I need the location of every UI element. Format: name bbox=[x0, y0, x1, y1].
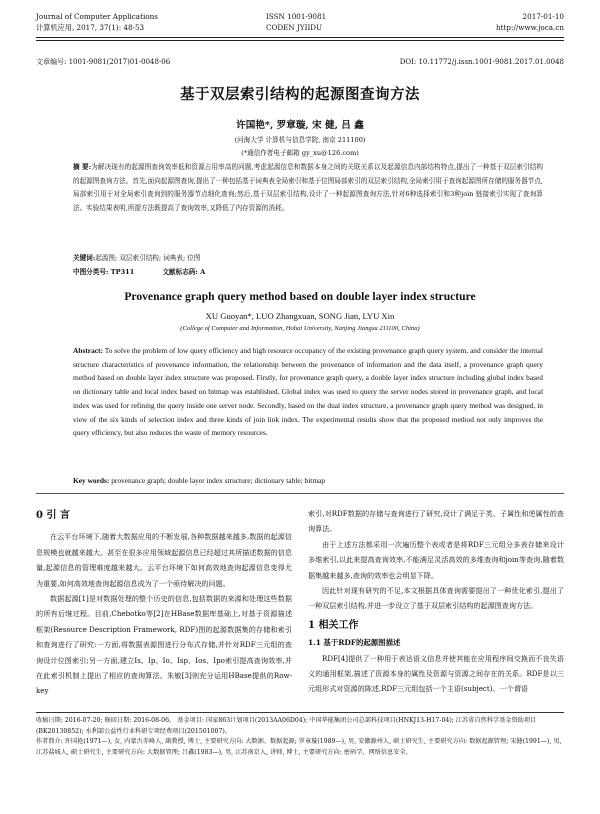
body-paragraph: RDF[4]提供了一种用于表达语义信息并使其能在应用程序间交换而不丧失语义的通用框架,描述了资源本身的属性及资源与资源之间存在的关系。RDF是以三元组形式对资源的陈述,RDF三元组包括一个主语(subject)、一个谓语 bbox=[308, 653, 564, 694]
keywords-en-text: provenance graph; double layer index structure; dictionary table; bitmap bbox=[111, 476, 326, 485]
abstract-en bbox=[73, 344, 543, 440]
classification-line bbox=[73, 266, 205, 276]
document-code: 文献标志码: A bbox=[162, 268, 206, 276]
journal-citation-cn: 计算机应用, 2017, 37(1): 48-53 bbox=[36, 23, 145, 32]
affiliation-cn: (河海大学 计算机与信息学院, 南京 211100) bbox=[234, 136, 366, 144]
body-paragraph: 索引,对RDF数据的存储与查询进行了研究,设计了满足于类、子属性和逆属性的查询算法。 bbox=[308, 509, 564, 534]
issue-date: 2017-01-10 bbox=[522, 12, 564, 21]
abstract-en-text: To solve the problem of low query efficiency and high resource occupancy of the existing provenance graph query system, and consider the internal structure characteristics of provenance information, the relationship between the provenance of information and the data itself, a provenance graph query method based on double layer index structure was proposed. Firstly, for provenance graph query, a double layer index structure including global index based on dictionary table and local index based on bitmap was established. Global index was used to query the server nodes stored in provenance graph, and local index was used for refining the query inside one server node. Secondly, based on the dual index structure, a provenance graph query method was designed, in view of the six kinds of selection index and three kinds of join link index. The experimental results show that the proposed method not only improves the query efficiency, but also reduces the waste of memory resources. bbox=[73, 346, 543, 438]
body-paragraph: 因此针对现有研究的不足,本文根据具体查询需要提出了一种优化索引,提出了一种双层索引结构,并进一步设立了基于双层索引结构的起源图查询方法。 bbox=[308, 586, 564, 611]
header-rule bbox=[36, 37, 564, 38]
footnote-rule bbox=[36, 712, 564, 713]
issn: ISSN 1001-9081 bbox=[266, 12, 327, 21]
authors-en: XU Guoyan*, LUO Zhangxuan, SONG Jian, LYU Xin bbox=[205, 311, 395, 321]
fund-info: 基金项目: 国家863计划项目(2013AA06D04); 中国华能集团公司总部科技项目(HNKJ13-H17-04); 江苏省自然科学基金资助项目(BK20130852); 水利部公益性行业科研专项经费项目(201501007)。 bbox=[36, 717, 537, 735]
subsection-1-1-title: 1.1 基于RDF的起源图描述 bbox=[308, 638, 401, 648]
body-right-column bbox=[308, 506, 564, 697]
article-number: 文章编号: 1001-9081(2017)01-0048-06 bbox=[36, 58, 171, 66]
title-cn: 基于双层索引结构的起源图查询方法 bbox=[180, 86, 420, 103]
abstract-cn-label: 摘 要: bbox=[73, 163, 92, 171]
section-1-title: 1 相关工作 bbox=[308, 619, 359, 631]
abstract-cn-text: 为解决现有的起源图查询效率低和资源占用率高的问题,考虑起源信息和数据本身之间的关联关系以及起源信息内部结构特点,提出了一种基于双层索引结构的起源图查询方法。首先,面向起源图查询,提出了一种包括基于词典表全局索引和基于位图局部索引的双层索引结构,全局索引用于查询起源图所存储的服务器节点,局部索引用于对全局索引查询到的服务器节点细化查询;然后,基于双层索引结构,设计了一种起源图查询方法,针对6种选择索引和3种join 链接索引实现了查询算法。实验结果表明,所提方法既提高了查询效率,又降低了内存资源的消耗。 bbox=[73, 163, 543, 212]
body-left-column bbox=[36, 508, 292, 699]
journal-name-en: Journal of Computer Applications bbox=[36, 12, 158, 21]
body-paragraph: 数据起源[1]是对数据处理的整个历史的信息,包括数据的来源和处理这些数据的所有后继过程。目前,Chebotko等[2]在HBase数据库基础上,对基于资源描述框架(Resource Description Framework, RDF)图的起源数据集的存储和索引和查询进行了研究:一方面,将数据表源图进行分布式存储,并针对RDF三元组的查询设计位图索引;另一方面,建立Is、Ip、Io、Isp、Ios、Ipo索引提高查询效率,并在此索引机制上提出了相应的查询算法。朱敏[3]则充分运用HBase提供的Row-key bbox=[36, 594, 292, 696]
abstract-en-label: Abstract: bbox=[73, 346, 103, 355]
authors-cn: 许国艳*, 罗章璇, 宋 健, 吕 鑫 bbox=[236, 120, 364, 131]
footnote bbox=[36, 716, 564, 758]
keywords-cn-label: 关键词: bbox=[73, 254, 96, 262]
keywords-cn-text: 起源图; 双层索引结构; 词典表; 位图 bbox=[95, 254, 201, 262]
corresponding-author-cn: (*通信作者电子邮箱 gy_xu@126.com) bbox=[241, 149, 359, 157]
abstract-cn bbox=[73, 161, 543, 215]
body-paragraph: 在云平台环境下,随着大数据应用的不断发展,各种数据越来越多,数据的起源信息规模也就越来越大。甚至在很多应用领域起源信息已经超过其所描述数据的信息量,起源信息的管理难度越来越大。云平台环境下如何高效地查询起源信息变得尤为重要,如何高效地查询起源信息成为了一个亟待解决的问题。 bbox=[36, 532, 292, 588]
coden: CODEN JYIIDU bbox=[266, 23, 323, 32]
doi: DOI: 10.11772/j.issn.1001-9081.2017.01.0048 bbox=[399, 58, 564, 66]
received-date: 收稿日期: 2016-07-20; 修回日期: 2016-08-06。 bbox=[36, 717, 176, 724]
title-en: Provenance graph query method based on double layer index structure bbox=[124, 290, 476, 303]
keywords-en bbox=[73, 474, 543, 488]
keywords-cn bbox=[73, 252, 200, 262]
keywords-en-label: Key words: bbox=[73, 476, 110, 485]
section-0-title: 0 引 言 bbox=[36, 510, 70, 521]
abstract-separator bbox=[36, 493, 564, 494]
affiliation-en: (College of Computer and Information, Hohai University, Nanjing Jiangsu 211100, China) bbox=[180, 325, 420, 332]
clc-number: 中图分类号: TP311 bbox=[73, 268, 135, 276]
author-bio: 作者简介: 许国艳(1971—), 女, 内蒙古赤峰人, 副教授, 博士, 主要研究方向: 大数据、数据起源; 罗章璇(1989—), 男, 安徽滁州人, 硕士研究生, 主要研究方向: 数据起源管理; 宋健(1991—), 男, 江苏盐城人, 硕士研究生, 主要研究方向: 大数据管理; 吕鑫(1983—), 男, 江苏南京人, 讲师, 博士, 主要研究方向: 密码学、网络信息安全。 bbox=[36, 738, 562, 756]
body-paragraph: 由于上述方法都采用一次遍历整个表或者是将RDF三元组分多表存储来设计多维索引,以此来提高查询效率,不能满足灵活高效的多维查询和join等查询,随着数据集越来越多,查询的效率也会明显下降。 bbox=[308, 539, 564, 580]
journal-url: http://www.joca.cn bbox=[496, 23, 564, 32]
header-rule-thin bbox=[36, 40, 564, 41]
